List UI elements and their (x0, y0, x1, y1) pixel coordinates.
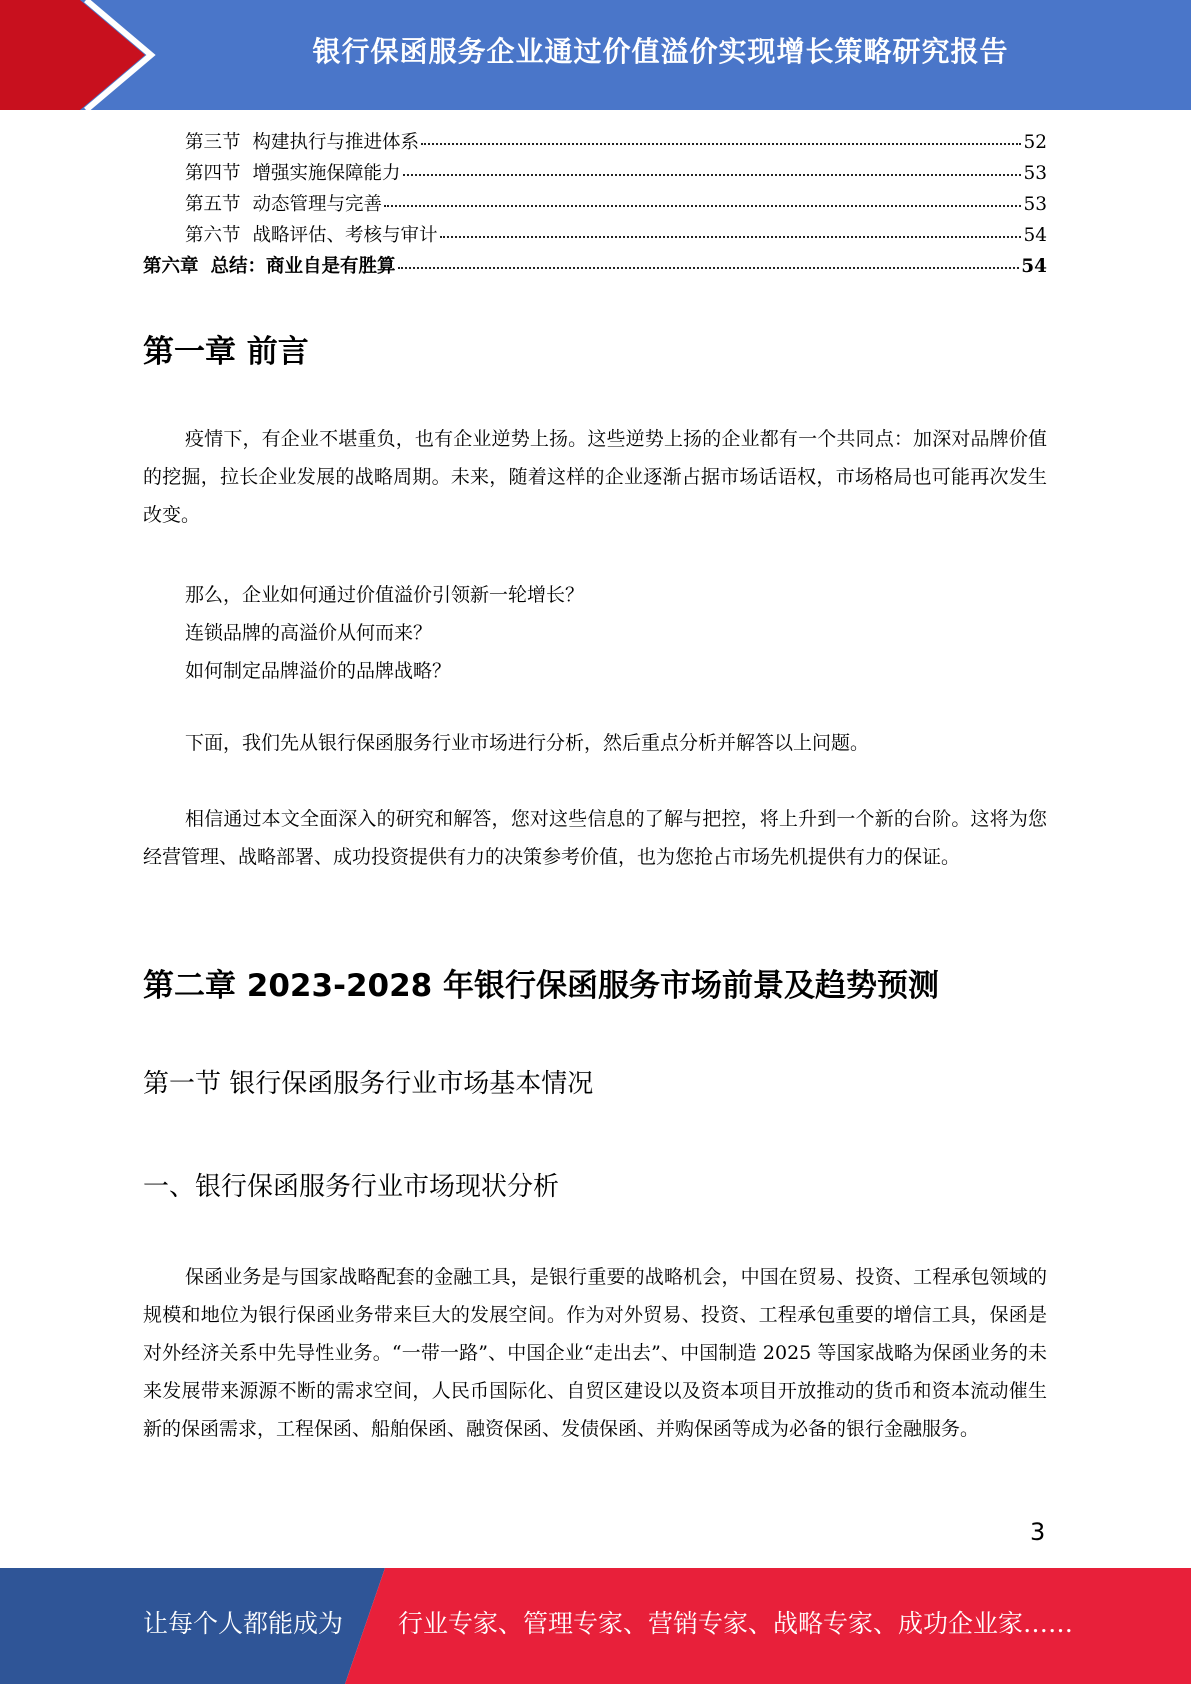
chapter-heading: 第一章 前言 (143, 334, 309, 370)
toc-entry[interactable] (143, 128, 1047, 159)
toc-leader (398, 266, 1020, 269)
toc-title: 构建执行与推进体系 (252, 132, 420, 153)
toc-page: 53 (1023, 194, 1047, 215)
toc-entry-chapter[interactable] (143, 252, 1047, 283)
table-of-contents (143, 128, 1047, 283)
subsection-heading: 一、银行保函服务行业市场现状分析 (143, 1172, 560, 1202)
toc-leader (421, 142, 1021, 145)
toc-title: 增强实施保障能力 (252, 163, 401, 184)
paragraph: 下面，我们先从银行保函服务行业市场进行分析，然后重点分析并解答以上问题。 (185, 732, 870, 754)
toc-page: 54 (1021, 256, 1047, 277)
page-footer (0, 1568, 1191, 1684)
paragraph: 相信通过本文全面深入的研究和解答，您对这些信息的了解与把控，将上升到一个新的台阶。这将为您经营管理、战略部署、成功投资提供有力的决策参考价值，也为您抢占市场先机提供有力的保证。 (143, 808, 1047, 868)
paragraph: 疫情下，有企业不堪重负，也有企业逆势上扬。这些逆势上扬的企业都有一个共同点：加深对品牌价值的挖掘，拉长企业发展的战略周期。未来，随着这样的企业逐渐占据市场话语权，市场格局也可能再次发生改变。 (143, 428, 1047, 526)
toc-section: 第三节 (185, 132, 241, 153)
toc-title: 战略评估、考核与审计 (252, 225, 438, 246)
toc-entry[interactable] (143, 221, 1047, 252)
toc-title: 总结：商业自是有胜算 (210, 256, 396, 277)
toc-section: 第五节 (185, 194, 241, 215)
footer-slogan-right: 行业专家、管理专家、营销专家、战略专家、成功企业家…… (398, 1609, 1074, 1638)
paragraph: 保函业务是与国家战略配套的金融工具，是银行重要的战略机会，中国在贸易、投资、工程承包领域的规模和地位为银行保函业务带来巨大的发展空间。作为对外贸易、投资、工程承包重要的增信工具，保函是对外经济关系中先导性业务。“一带一路”、中国企业“走出去”、中国制造 2025 等国家战略为保函业务的未来发展带来源源不断的需求空间，人民币国际化、自贸区建设以及资本项目开放推动的货币和资本流动催生新的保函需求，工程保函、船舶保函、融资保函、发债保函、并购保函等成为必备的银行金融服务。 (143, 1266, 1047, 1440)
chapter-heading: 第二章 2023-2028 年银行保函服务市场前景及趋势预测 (143, 968, 940, 1004)
toc-leader (403, 173, 1022, 176)
toc-section: 第四节 (185, 163, 241, 184)
toc-page: 52 (1023, 132, 1047, 153)
section-heading: 第一节 银行保函服务行业市场基本情况 (143, 1069, 594, 1099)
toc-leader (440, 235, 1022, 238)
toc-entry[interactable] (143, 159, 1047, 190)
question-line: 连锁品牌的高溢价从何而来？ (185, 622, 433, 644)
footer-slogan-left: 让每个人都能成为 (143, 1609, 344, 1638)
toc-title: 动态管理与完善 (252, 194, 383, 215)
toc-page: 53 (1023, 163, 1047, 184)
header-arrow-decoration (0, 0, 160, 110)
toc-page: 54 (1023, 225, 1047, 246)
toc-leader (384, 204, 1021, 207)
header-title: 银行保函服务企业通过价值溢价实现增长策略研究报告 (312, 35, 1009, 68)
toc-section: 第六节 (185, 225, 241, 246)
question-line: 那么，企业如何通过价值溢价引领新一轮增长？ (185, 584, 585, 606)
question-line: 如何制定品牌溢价的品牌战略？ (185, 660, 452, 682)
page-header (0, 0, 1191, 110)
page-number: 3 (1030, 1518, 1046, 1546)
toc-section: 第六章 (143, 256, 199, 277)
toc-entry[interactable] (143, 190, 1047, 221)
